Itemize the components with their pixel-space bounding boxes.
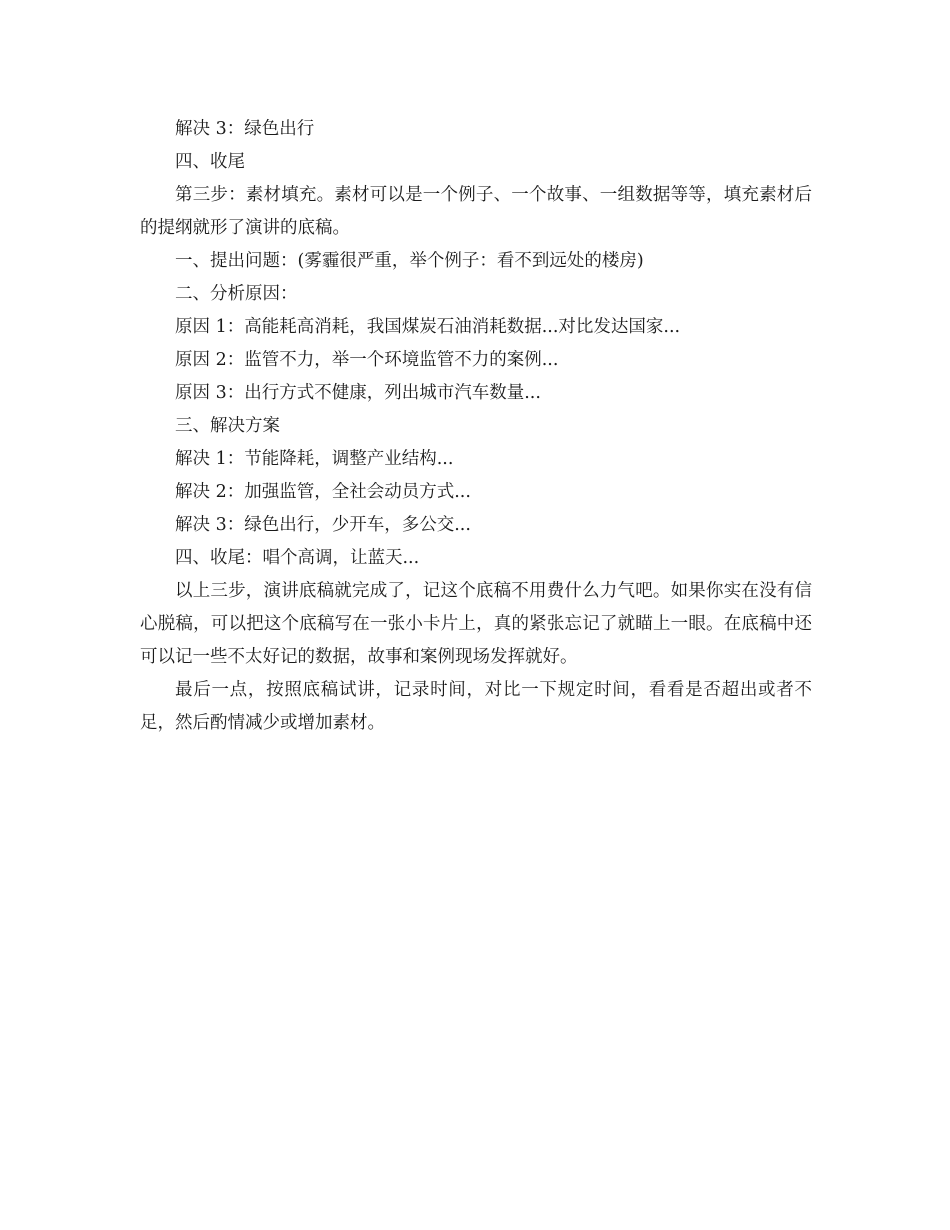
document-body — [140, 113, 812, 740]
paragraph-final-point: 最后一点，按照底稿试讲，记录时间，对比一下规定时间，看看是否超出或者不足，然后酌情减少或增加素材。 — [140, 680, 812, 733]
paragraph-closing: 四、收尾：唱个高调，让蓝天... — [175, 548, 420, 568]
paragraph-cause-3: 原因 3：出行方式不健康，列出城市汽车数量... — [175, 383, 541, 403]
paragraph-solution-1: 解决 1：节能降耗，调整产业结构... — [175, 449, 454, 469]
paragraph-solution-2: 解决 2：加强监管，全社会动员方式... — [175, 482, 471, 502]
paragraph-step-three: 第三步：素材填充。素材可以是一个例子、一个故事、一组数据等等，填充素材后的提纲就形了演讲的底稿。 — [140, 185, 812, 238]
paragraph-summary: 以上三步，演讲底稿就完成了，记这个底稿不用费什么力气吧。如果你实在没有信心脱稿，可以把这个底稿写在一张小卡片上，真的紧张忘记了就瞄上一眼。在底稿中还可以记一些不太好记的数据，故事和案例现场发挥就好。 — [140, 581, 812, 667]
paragraph-raise-problem: 一、提出问题：(雾霾很严重，举个例子：看不到远处的楼房) — [175, 251, 644, 271]
paragraph-cause-1: 原因 1：高能耗高消耗，我国煤炭石油消耗数据...对比发达国家... — [175, 317, 681, 337]
paragraph-closing-heading: 四、收尾 — [175, 152, 245, 172]
paragraph-cause-2: 原因 2：监管不力，举一个环境监管不力的案例... — [175, 350, 559, 370]
paragraph-solutions-heading: 三、解决方案 — [175, 416, 280, 436]
paragraph-solution-3-heading: 解决 3：绿色出行 — [175, 119, 315, 139]
paragraph-analyze-causes: 二、分析原因： — [175, 284, 298, 304]
paragraph-solution-3: 解决 3：绿色出行，少开车，多公交... — [175, 515, 471, 535]
